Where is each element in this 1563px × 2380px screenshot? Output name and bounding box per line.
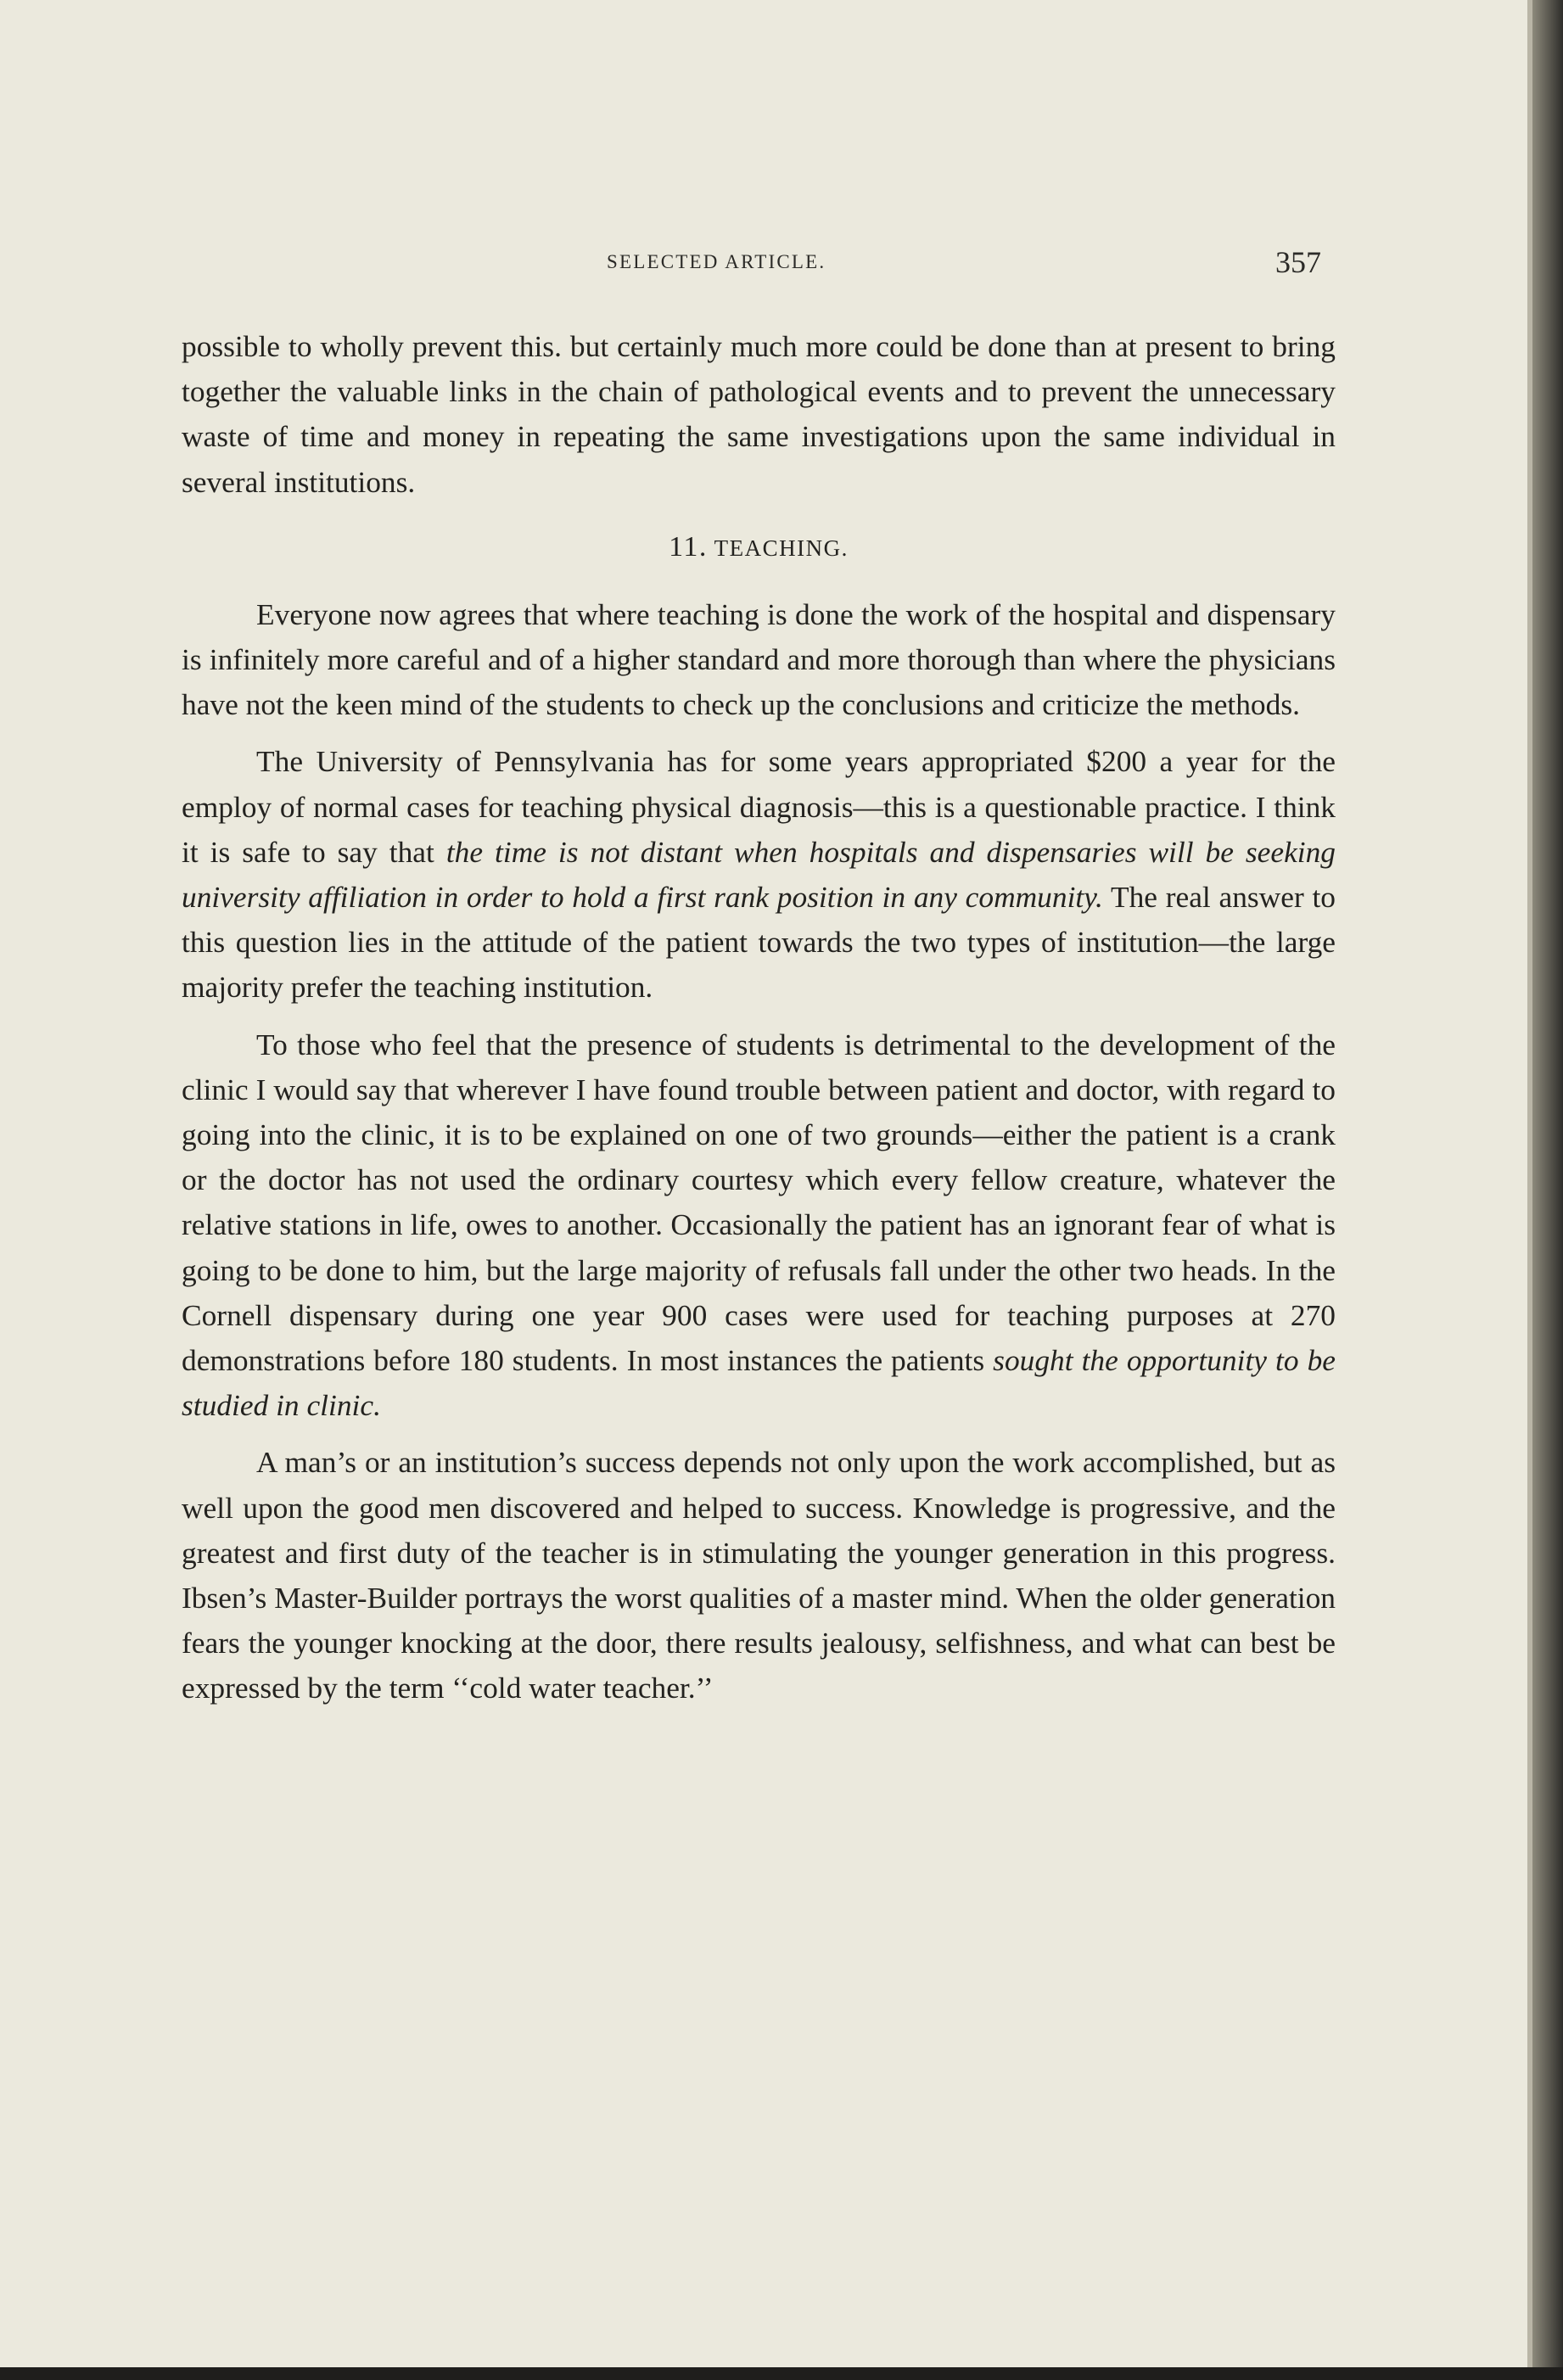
paragraph-5: A man’s or an institution’s success depends not only upon the work accomplished, but as well upon the good men discovered and helped to success. Knowledge is progressive, and the greatest and first duty of the teacher is in stimulating the younger generation in this progress. Ibsen’s Master-Builder portrays the worst qualities of a master mind. When the older generation fears the younger knocking at the door, there results jealousy, selfishness, and what can best be expressed by the term ‘‘cold water teacher.’’ [182, 1445, 1336, 1705]
running-head: SELECTED ARTICLE. [607, 251, 826, 272]
paragraph-2: Everyone now agrees that where teaching is done the work of the hospital and dispensary is infinitely more careful and of a higher standard and more thorough than where the physicians have not the keen mind of the students to check up the conclusions and criticize the methods. [182, 596, 1336, 722]
scan-bottom-band [0, 2367, 1563, 2380]
paragraph-4 [182, 1022, 1336, 1429]
section-heading [182, 530, 1336, 565]
section-title: TEACHING. [714, 535, 849, 561]
page-header [0, 245, 1527, 290]
scan-edge [1532, 0, 1563, 2380]
paragraph-3-text-b: The real answer to this question lies in the attitude of the patient towards the two types of institution—the large majority prefer the teaching institution. [182, 880, 1336, 1005]
paragraph-4-text: To those who feel that the presence of students is detrimental to the development of the clinic I would say that wherever I have found trouble between patient and doctor, with regard to going into the clinic, it is to be explained on one of two grounds—either the patient is a crank or the doctor has not used the ordinary courtesy which every fellow creature, whatever the relative stations in life, owes to another. Occasionally the patient has an ignorant fear of what is going to be done to him, but the large majority of refusals fall under the other two heads. In the Cornell dispensary during one year 900 cases were used for teaching purposes at 270 demonstrations before 180 students. In most instances the patients [182, 1027, 1336, 1378]
page-number: 357 [1275, 245, 1321, 279]
paragraph-4-italic: sought the opportunity to be studied in clinic. [182, 1343, 1336, 1423]
paragraph-3-italic: the time is not distant when hospitals and dispensaries will be seeking university affiliation in order to hold a first rank position in any community. [182, 834, 1336, 915]
article-body [182, 324, 1336, 1711]
paragraph-3-text-a: The University of Pennsylvania has for some years appropriated $200 a year for the employ of normal cases for teaching physical diagnosis—this is a questionable practice. I think it is safe to say that [182, 744, 1336, 869]
paragraph-1: possible to wholly prevent this. but certainly much more could be done than at present to bring together the valuable links in the chain of pathological events and to prevent the unnecessary waste of time and money in repeating the same investigations upon the same individual in several institutions. [182, 329, 1336, 499]
section-number: 11. [669, 530, 708, 563]
paragraph-3 [182, 739, 1336, 1010]
